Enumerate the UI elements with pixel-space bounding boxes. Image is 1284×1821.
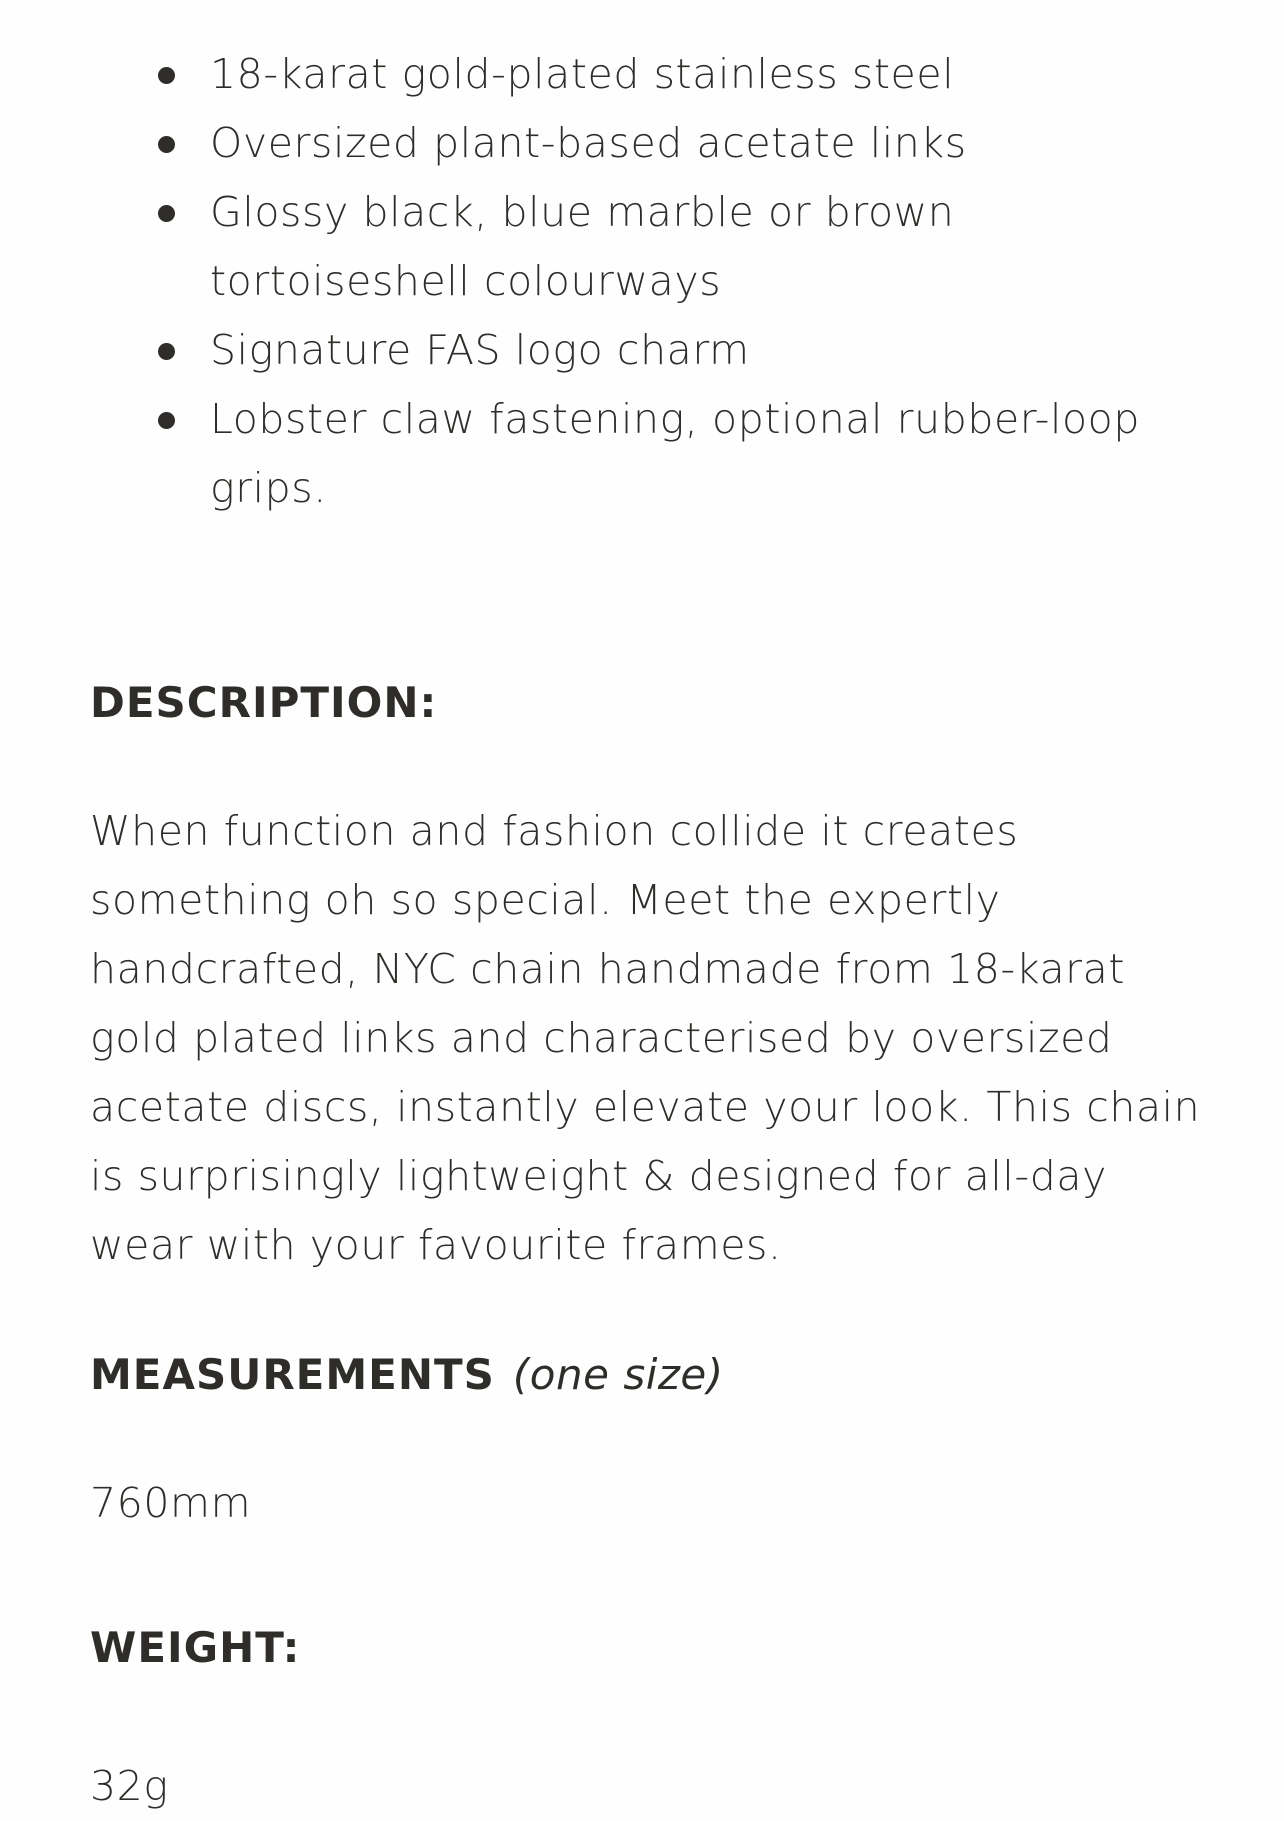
feature-item <box>210 109 1210 178</box>
bullet-icon <box>158 67 175 84</box>
feature-item <box>210 40 1210 109</box>
feature-item <box>210 178 1210 316</box>
feature-text: Lobster claw fastening, optional rubber-loop grips. <box>210 395 1140 512</box>
measurements-heading <box>90 1350 1210 1399</box>
feature-item <box>210 385 1210 523</box>
feature-text: Oversized plant-based acetate links <box>210 119 967 167</box>
weight-value: 32g <box>90 1762 169 1810</box>
measurements-value: 760mm <box>90 1479 252 1527</box>
measurements-note: (one size) <box>512 1350 724 1399</box>
weight-heading: WEIGHT: <box>90 1623 301 1672</box>
bullet-icon <box>158 343 175 360</box>
bullet-icon <box>158 205 175 222</box>
bullet-icon <box>158 412 175 429</box>
feature-item <box>210 316 1210 385</box>
feature-text: Signature FAS logo charm <box>210 326 750 374</box>
feature-text: Glossy black, blue marble or brown tortoiseshell colourways <box>210 188 955 305</box>
measurements-title: MEASUREMENTS <box>90 1350 495 1399</box>
feature-text: 18-karat gold-plated stainless steel <box>210 50 955 98</box>
feature-list <box>90 40 1210 523</box>
bullet-icon <box>158 136 175 153</box>
description-text: When function and fashion collide it creates something oh so special. Meet the expertly handcrafted, NYC chain handmade from 18-karat gold plated links and characterised by oversized acetate discs, instantly elevate your look. This chain is surprisingly lightweight & designed for all-day wear with your favourite frames. <box>90 807 1201 1269</box>
product-details <box>90 40 1210 1821</box>
description-heading: DESCRIPTION: <box>90 678 438 727</box>
